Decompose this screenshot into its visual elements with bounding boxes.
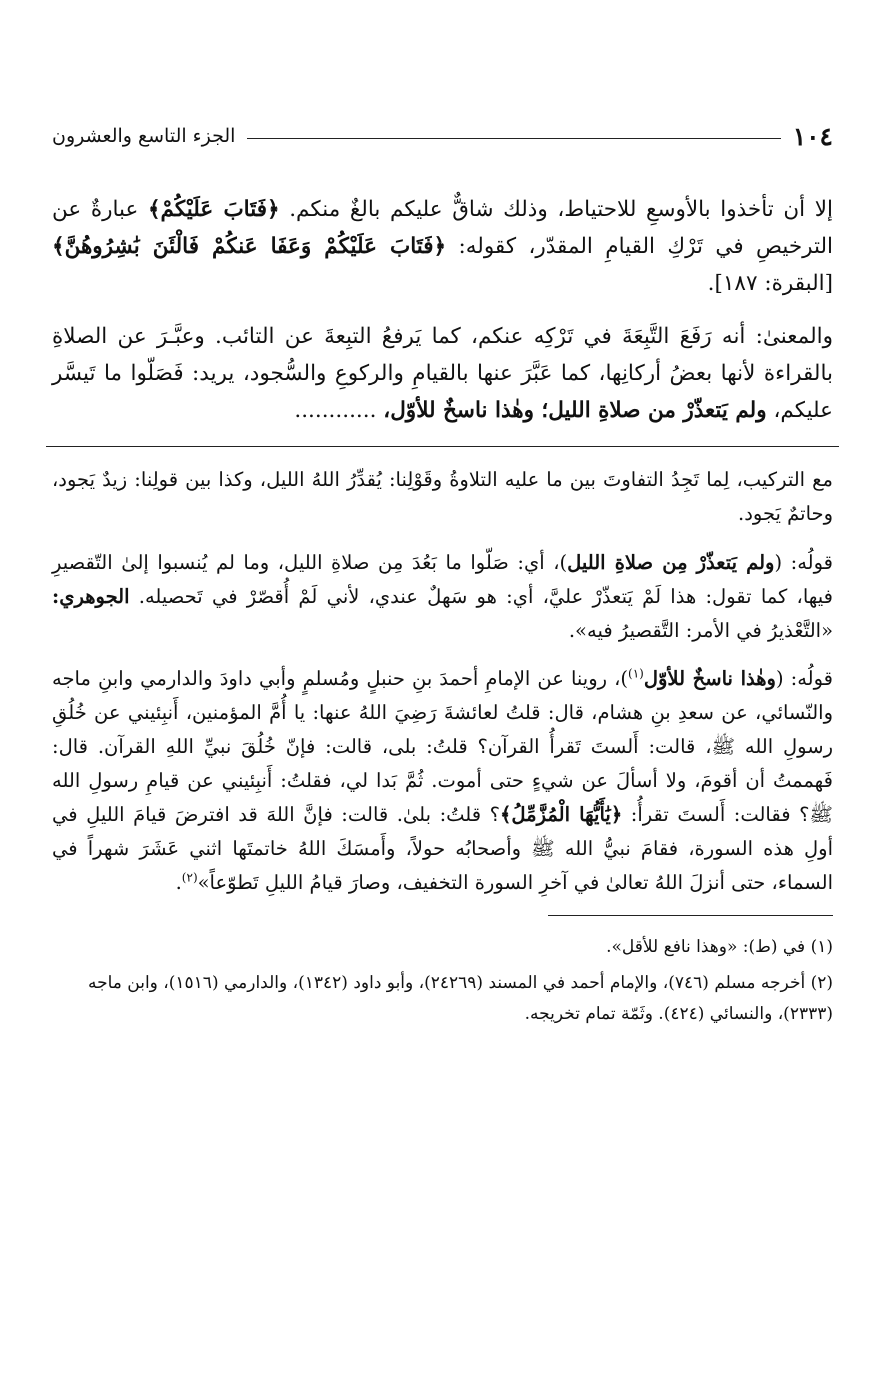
footnote-marker: (٢) [181,870,198,885]
header-rule [247,138,780,139]
commentary-segment: )، أي: صَلّوا ما بَعُدَ مِن صلاةِ الليل، وما لم يُنسبوا إلىٰ التّقصيرِ فيها، كما تقول: هذا لَمْ يَتعذّرْ عليَّ، أي: هو سَهلٌ عندي، لأني لَمْ أُقصّرْ في تَحصيله. [52,550,833,608]
footnote-2: (٢) أخرجه مسلم (٧٤٦)، والإمام أحمد في المسند (٢٤٢٦٩)، وأبو داود (١٣٤٢)، والدارمي (١٥١٦)، وابن ماجه (٢٣٣٣)، والنسائي (٤٢٤). وثَمّة تمام تخريجه. [87,973,833,1025]
main-paragraph-1 [52,192,833,303]
main-text-separator [46,446,839,447]
commentary-paragraph-3 [52,662,833,899]
commentary-paragraph-1: مع التركيب، لِما تَجِدُ التفاوتَ بين ما عليه التلاوةُ وقَوْلِنا: يُقدِّرُ اللهُ الليل، وكذا بين قولِنا: زيدٌ يَجود، وحاتمٌ يَجود. [52,467,833,525]
main-paragraph-2 [52,319,833,430]
quran-verse: ﴿يَٰأَيُّهَا الْمُزَّمِّلُ﴾ [499,803,623,827]
commentary-lemma: ولم يَتعذّرْ مِن صلاةِ الليل [567,550,775,574]
footnote-1: (١) في (ط): «وهذا نافع للأقل». [606,936,833,957]
quran-verse: ﴿فَتَابَ عَلَيْكُمْ﴾ [147,197,280,222]
verse-reference: [البقرة: ١٨٧]. [707,270,833,296]
main-text-segment: إلا أن تأخذوا بالأوسعِ للاحتياط، وذلك شاقٌّ عليكم بالغٌ منكم. [279,197,833,222]
book-page [52,118,833,1036]
commentary-segment: . [175,870,182,894]
continuation-dots: ............ [294,397,384,423]
page-header [52,118,833,154]
main-text [52,192,833,430]
commentary-segment: )، روينا عن الإمامِ أحمدَ بنِ حنبلٍ ومُسلمٍ وأبي داودَ والدارمي وابنِ ماجه والنّسائي، عن سعدِ بنِ هشام، قال: قلتُ لعائشةَ رَضِيَ اللهُ عنها: يا أُمَّ المؤمنين، أَنبِئيني عن خُلُقِ رسولِ الله ﷺ، قالت: أَلستَ تَقرأُ القرآن؟ قلتُ: بلى، قالت: فإنّ خُلُقَ نبيِّ اللهِ القرآن. قال: فَهممتُ أن أقومَ، ولا أسألَ عن شيءٍ حتى أموت. ثُمَّ بَدا لي، فقلتُ: أَنبِئيني عن قيامِ رسولِ الله ﷺ؟ فقالت: أَلستَ تقرأُ: [52,667,833,827]
commentary-segment: قولُه: ( [774,550,833,574]
commentary-segment: قولُه: ( [775,667,833,691]
commentary [52,463,833,900]
main-text-bold: ولم يَتعذّرْ من صلاةِ الليل؛ وهٰذا ناسخٌ للأوّل، [383,397,767,423]
commentary-lemma: وهٰذا ناسخٌ للأوّل [643,667,776,691]
commentary-paragraph-2 [52,546,833,648]
footnote-marker: (١) [628,666,644,681]
commentary-segment: «التَّعْذيرُ في الأمر: التَّقصيرُ فيه». [568,618,833,642]
footnotes [52,932,833,1030]
commentary-segment: ؟ قلتُ: بلىٰ. قالت: فإنَّ اللهَ قد افترضَ قيامَ الليلِ في أولِ هذه السورة، فقامَ نبيُّ الله ﷺ وأصحابُه حولاً، وأَمسَكَ اللهُ خاتمتَها اثني عَشَرَ شهراً في السماء، حتى أنزلَ اللهُ تعالىٰ في آخرِ السورة التخفيف، وصارَ قيامُ الليلِ تَطوّعاً» [52,803,833,894]
main-text-segment: والمعنىٰ: أنه رَفَعَ التَّبِعَةَ في تَرْكِه عنكم، كما يَرفعُ التبِعةَ عن التائب. وعبَّـرَ عن الصلاةِ بالقراءة لأنها بعضُ أركانِها، كما عَبَّرَ عنها بالقيامِ والركوعِ والسُّجود، يريد: فَصَلّوا ما تَيسَّر عليكم، [52,323,833,423]
part-title: الجزء التاسع والعشرون [52,125,236,147]
cited-author: الجوهري: [52,584,130,608]
footnote-separator [548,915,833,916]
quran-verse: ﴿فَتَابَ عَلَيْكُمْ وَعَفَا عَنكُمْ فَالْئَنَ بَٰشِرُوهُنَّ﴾ [52,233,447,259]
main-text-segment: عبارةٌ عن الترخيصِ في تَرْكِ القيامِ المقدّر، كقوله: [52,197,833,259]
page-number: ١٠٤ [792,121,833,151]
